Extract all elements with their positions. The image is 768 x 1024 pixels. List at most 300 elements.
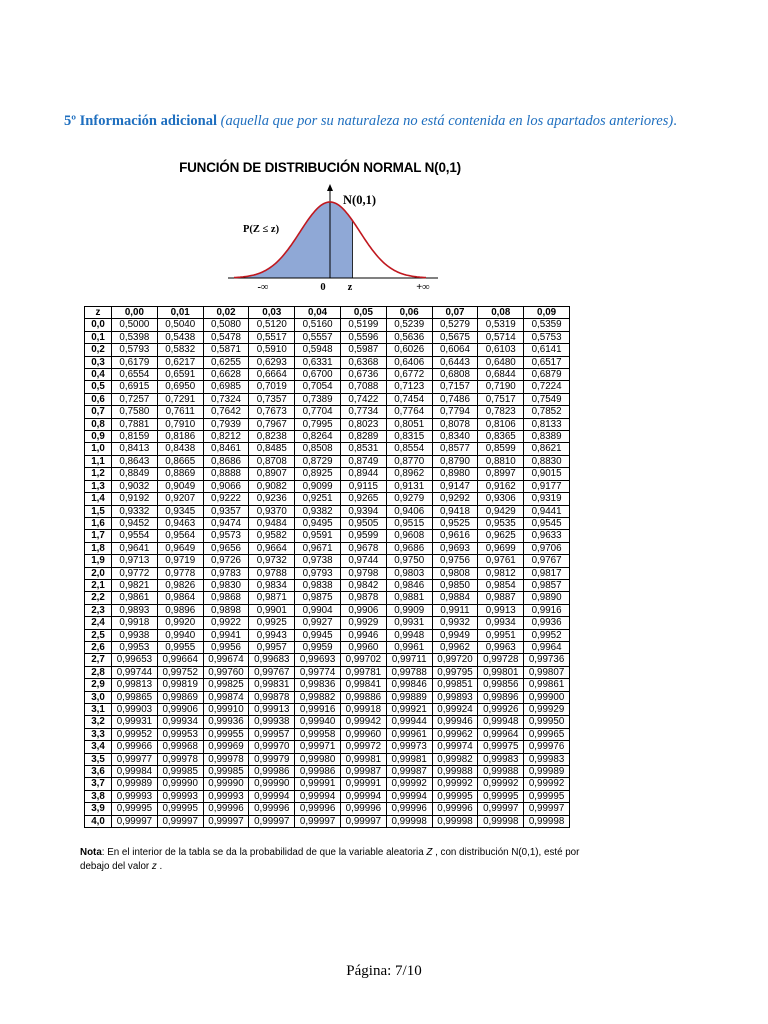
table-row <box>85 393 570 405</box>
probability-cell: 0,9292 <box>432 493 478 505</box>
probability-cell: 0,9901 <box>249 604 295 616</box>
probability-cell: 0,99893 <box>432 691 478 703</box>
probability-cell: 0,99995 <box>524 790 570 802</box>
probability-cell: 0,9192 <box>112 493 158 505</box>
table-row <box>85 803 570 815</box>
probability-cell: 0,9868 <box>203 592 249 604</box>
page-footer: Página: 7/10 <box>346 963 422 979</box>
probability-cell: 0,8133 <box>524 418 570 430</box>
table-row <box>85 406 570 418</box>
table-row <box>85 542 570 554</box>
probability-cell: 0,9656 <box>203 542 249 554</box>
probability-cell: 0,99964 <box>478 728 524 740</box>
probability-cell: 0,9846 <box>386 579 432 591</box>
probability-cell: 0,8413 <box>112 443 158 455</box>
probability-cell: 0,9495 <box>295 517 341 529</box>
probability-cell: 0,99976 <box>524 741 570 753</box>
probability-cell: 0,99900 <box>524 691 570 703</box>
probability-cell: 0,99929 <box>524 704 570 716</box>
probability-cell: 0,9726 <box>203 555 249 567</box>
probability-cell: 0,9940 <box>157 629 203 641</box>
probability-cell: 0,99983 <box>478 753 524 765</box>
probability-cell: 0,99995 <box>432 790 478 802</box>
row-z-value: 1,7 <box>85 530 112 542</box>
probability-cell: 0,9938 <box>112 629 158 641</box>
probability-cell: 0,99936 <box>203 716 249 728</box>
probability-cell: 0,9959 <box>295 641 341 653</box>
probability-cell: 0,9842 <box>340 579 386 591</box>
probability-cell: 0,9608 <box>386 530 432 542</box>
probability-cell: 0,99997 <box>157 815 203 827</box>
probability-cell: 0,9699 <box>478 542 524 554</box>
probability-cell: 0,9545 <box>524 517 570 529</box>
probability-cell: 0,6064 <box>432 344 478 356</box>
probability-cell: 0,9564 <box>157 530 203 542</box>
probability-cell: 0,6103 <box>478 344 524 356</box>
probability-cell: 0,9474 <box>203 517 249 529</box>
table-row <box>85 319 570 331</box>
probability-cell: 0,99913 <box>249 704 295 716</box>
probability-cell: 0,99997 <box>112 815 158 827</box>
probability-cell: 0,99998 <box>386 815 432 827</box>
probability-cell: 0,99996 <box>340 803 386 815</box>
probability-cell: 0,99807 <box>524 666 570 678</box>
probability-cell: 0,99774 <box>295 666 341 678</box>
header-col: 0,06 <box>386 307 432 319</box>
probability-cell: 0,99987 <box>340 766 386 778</box>
probability-cell: 0,9525 <box>432 517 478 529</box>
probability-cell: 0,9904 <box>295 604 341 616</box>
probability-cell: 0,99948 <box>478 716 524 728</box>
probability-cell: 0,7486 <box>432 393 478 405</box>
probability-cell: 0,5753 <box>524 331 570 343</box>
probability-cell: 0,5160 <box>295 319 341 331</box>
row-z-value: 2,5 <box>85 629 112 641</box>
probability-cell: 0,6026 <box>386 344 432 356</box>
probability-cell: 0,9911 <box>432 604 478 616</box>
row-z-value: 3,0 <box>85 691 112 703</box>
probability-cell: 0,9893 <box>112 604 158 616</box>
probability-cell: 0,5793 <box>112 344 158 356</box>
probability-cell: 0,9918 <box>112 617 158 629</box>
table-row <box>85 468 570 480</box>
probability-cell: 0,9649 <box>157 542 203 554</box>
probability-cell: 0,99995 <box>478 790 524 802</box>
row-z-value: 3,2 <box>85 716 112 728</box>
probability-cell: 0,9798 <box>340 567 386 579</box>
probability-cell: 0,9664 <box>249 542 295 554</box>
probability-cell: 0,5279 <box>432 319 478 331</box>
probability-cell: 0,6772 <box>386 369 432 381</box>
probability-cell: 0,99906 <box>157 704 203 716</box>
probability-cell: 0,9878 <box>340 592 386 604</box>
table-row <box>85 356 570 368</box>
probability-cell: 0,99946 <box>432 716 478 728</box>
row-z-value: 1,9 <box>85 555 112 567</box>
probability-cell: 0,8106 <box>478 418 524 430</box>
note-variable-Z: Z <box>426 847 433 858</box>
table-row <box>85 704 570 716</box>
table-row <box>85 331 570 343</box>
probability-cell: 0,9896 <box>157 604 203 616</box>
probability-cell: 0,9641 <box>112 542 158 554</box>
probability-cell: 0,7734 <box>340 406 386 418</box>
probability-cell: 0,9772 <box>112 567 158 579</box>
probability-cell: 0,9429 <box>478 505 524 517</box>
table-row <box>85 617 570 629</box>
table-row <box>85 778 570 790</box>
probability-cell: 0,9452 <box>112 517 158 529</box>
probability-cell: 0,99990 <box>157 778 203 790</box>
probability-cell: 0,9817 <box>524 567 570 579</box>
probability-cell: 0,9719 <box>157 555 203 567</box>
probability-cell: 0,5910 <box>249 344 295 356</box>
probability-cell: 0,7389 <box>295 393 341 405</box>
probability-cell: 0,5596 <box>340 331 386 343</box>
probability-cell: 0,9838 <box>295 579 341 591</box>
row-z-value: 4,0 <box>85 815 112 827</box>
probability-cell: 0,99674 <box>203 654 249 666</box>
row-z-value: 1,0 <box>85 443 112 455</box>
header-col: 0,08 <box>478 307 524 319</box>
probability-cell: 0,99813 <box>112 679 158 691</box>
probability-cell: 0,9222 <box>203 493 249 505</box>
probability-cell: 0,99795 <box>432 666 478 678</box>
row-z-value: 0,9 <box>85 431 112 443</box>
probability-cell: 0,9953 <box>112 641 158 653</box>
probability-cell: 0,9744 <box>340 555 386 567</box>
probability-cell: 0,9484 <box>249 517 295 529</box>
probability-cell: 0,5199 <box>340 319 386 331</box>
table-row <box>85 455 570 467</box>
probability-cell: 0,99998 <box>478 815 524 827</box>
probability-cell: 0,7257 <box>112 393 158 405</box>
probability-cell: 0,9671 <box>295 542 341 554</box>
row-z-value: 3,6 <box>85 766 112 778</box>
probability-cell: 0,8485 <box>249 443 295 455</box>
normal-distribution-figure <box>0 0 768 300</box>
probability-cell: 0,9922 <box>203 617 249 629</box>
row-z-value: 3,8 <box>85 790 112 802</box>
probability-cell: 0,6844 <box>478 369 524 381</box>
probability-cell: 0,8461 <box>203 443 249 455</box>
probability-cell: 0,99926 <box>478 704 524 716</box>
probability-cell: 0,99938 <box>249 716 295 728</box>
probability-cell: 0,5517 <box>249 331 295 343</box>
probability-cell: 0,9830 <box>203 579 249 591</box>
probability-cell: 0,9898 <box>203 604 249 616</box>
probability-cell: 0,99996 <box>295 803 341 815</box>
probability-cell: 0,7764 <box>386 406 432 418</box>
probability-cell: 0,99975 <box>478 741 524 753</box>
probability-cell: 0,99977 <box>112 753 158 765</box>
probability-cell: 0,99711 <box>386 654 432 666</box>
probability-cell: 0,8944 <box>340 468 386 480</box>
probability-cell: 0,7157 <box>432 381 478 393</box>
probability-cell: 0,8849 <box>112 468 158 480</box>
row-z-value: 1,5 <box>85 505 112 517</box>
section-subtitle: (aquella que por su naturaleza no está contenida en los apartados anteriores) <box>220 113 674 129</box>
probability-cell: 0,5675 <box>432 331 478 343</box>
probability-cell: 0,8686 <box>203 455 249 467</box>
probability-cell: 0,9738 <box>295 555 341 567</box>
row-z-value: 3,3 <box>85 728 112 740</box>
row-z-value: 0,7 <box>85 406 112 418</box>
probability-cell: 0,5832 <box>157 344 203 356</box>
table-row <box>85 431 570 443</box>
probability-cell: 0,8238 <box>249 431 295 443</box>
probability-cell: 0,99931 <box>112 716 158 728</box>
note-text-3: . <box>156 860 163 872</box>
probability-cell: 0,9099 <box>295 480 341 492</box>
probability-cell: 0,9693 <box>432 542 478 554</box>
probability-cell: 0,99916 <box>295 704 341 716</box>
probability-cell: 0,9306 <box>478 493 524 505</box>
probability-cell: 0,99910 <box>203 704 249 716</box>
probability-cell: 0,9948 <box>386 629 432 641</box>
probability-cell: 0,6664 <box>249 369 295 381</box>
probability-cell: 0,9909 <box>386 604 432 616</box>
probability-cell: 0,99972 <box>340 741 386 753</box>
probability-cell: 0,8790 <box>432 455 478 467</box>
probability-cell: 0,8531 <box>340 443 386 455</box>
probability-cell: 0,8888 <box>203 468 249 480</box>
table-row <box>85 592 570 604</box>
row-z-value: 1,2 <box>85 468 112 480</box>
table-row <box>85 418 570 430</box>
probability-cell: 0,8577 <box>432 443 478 455</box>
probability-cell: 0,99992 <box>432 778 478 790</box>
note-text-2: , con distribución N(0,1), esté por debajo del valor <box>80 847 580 872</box>
probability-cell: 0,8212 <box>203 431 249 443</box>
probability-cell: 0,9332 <box>112 505 158 517</box>
probability-cell: 0,99995 <box>157 803 203 815</box>
probability-cell: 0,99957 <box>249 728 295 740</box>
probability-cell: 0,9625 <box>478 530 524 542</box>
probability-cell: 0,6517 <box>524 356 570 368</box>
probability-cell: 0,99958 <box>295 728 341 740</box>
probability-cell: 0,99980 <box>295 753 341 765</box>
probability-cell: 0,5040 <box>157 319 203 331</box>
probability-cell: 0,9177 <box>524 480 570 492</box>
probability-cell: 0,8907 <box>249 468 295 480</box>
probability-cell: 0,9236 <box>249 493 295 505</box>
probability-cell: 0,8749 <box>340 455 386 467</box>
probability-cell: 0,7939 <box>203 418 249 430</box>
probability-cell: 0,9951 <box>478 629 524 641</box>
probability-cell: 0,99653 <box>112 654 158 666</box>
probability-cell: 0,9406 <box>386 505 432 517</box>
table-row <box>85 691 570 703</box>
probability-cell: 0,99882 <box>295 691 341 703</box>
probability-cell: 0,7054 <box>295 381 341 393</box>
table-row <box>85 493 570 505</box>
probability-cell: 0,7673 <box>249 406 295 418</box>
probability-cell: 0,99869 <box>157 691 203 703</box>
probability-cell: 0,8023 <box>340 418 386 430</box>
probability-cell: 0,9761 <box>478 555 524 567</box>
probability-cell: 0,8438 <box>157 443 203 455</box>
note-label: Nota <box>80 847 102 858</box>
probability-cell: 0,9913 <box>478 604 524 616</box>
probability-cell: 0,8315 <box>386 431 432 443</box>
probability-cell: 0,9441 <box>524 505 570 517</box>
probability-cell: 0,99986 <box>249 766 295 778</box>
row-z-value: 2,1 <box>85 579 112 591</box>
probability-cell: 0,9808 <box>432 567 478 579</box>
probability-cell: 0,7910 <box>157 418 203 430</box>
x-label-neg-inf: -∞ <box>257 282 269 293</box>
probability-cell: 0,99896 <box>478 691 524 703</box>
probability-cell: 0,9826 <box>157 579 203 591</box>
probability-cell: 0,9066 <box>203 480 249 492</box>
probability-cell: 0,7611 <box>157 406 203 418</box>
probability-cell: 0,7291 <box>157 393 203 405</box>
probability-cell: 0,99981 <box>340 753 386 765</box>
probability-cell: 0,99981 <box>386 753 432 765</box>
probability-cell: 0,99878 <box>249 691 295 703</box>
table-row <box>85 654 570 666</box>
probability-cell: 0,9382 <box>295 505 341 517</box>
probability-cell: 0,99994 <box>249 790 295 802</box>
table-row <box>85 517 570 529</box>
probability-cell: 0,6217 <box>157 356 203 368</box>
probability-cell: 0,99836 <box>295 679 341 691</box>
probability-cell: 0,99846 <box>386 679 432 691</box>
probability-cell: 0,6293 <box>249 356 295 368</box>
table-row <box>85 753 570 765</box>
probability-cell: 0,7642 <box>203 406 249 418</box>
row-z-value: 2,8 <box>85 666 112 678</box>
table-row <box>85 567 570 579</box>
probability-cell: 0,99966 <box>112 741 158 753</box>
probability-cell: 0,7549 <box>524 393 570 405</box>
row-z-value: 1,4 <box>85 493 112 505</box>
probability-cell: 0,9788 <box>249 567 295 579</box>
probability-cell: 0,9927 <box>295 617 341 629</box>
probability-cell: 0,6879 <box>524 369 570 381</box>
probability-cell: 0,99996 <box>203 803 249 815</box>
probability-cell: 0,9535 <box>478 517 524 529</box>
probability-cell: 0,9963 <box>478 641 524 653</box>
probability-cell: 0,9871 <box>249 592 295 604</box>
probability-cell: 0,8830 <box>524 455 570 467</box>
row-z-value: 3,9 <box>85 803 112 815</box>
row-z-value: 2,6 <box>85 641 112 653</box>
probability-cell: 0,8078 <box>432 418 478 430</box>
probability-cell: 0,8770 <box>386 455 432 467</box>
probability-cell: 0,9554 <box>112 530 158 542</box>
table-row <box>85 815 570 827</box>
probability-cell: 0,99978 <box>203 753 249 765</box>
probability-cell: 0,8289 <box>340 431 386 443</box>
probability-cell: 0,5398 <box>112 331 158 343</box>
probability-cell: 0,9875 <box>295 592 341 604</box>
probability-cell: 0,5987 <box>340 344 386 356</box>
probability-cell: 0,5478 <box>203 331 249 343</box>
probability-cell: 0,99942 <box>340 716 386 728</box>
probability-cell: 0,99856 <box>478 679 524 691</box>
probability-cell: 0,6985 <box>203 381 249 393</box>
probability-cell: 0,99841 <box>340 679 386 691</box>
probability-cell: 0,99728 <box>478 654 524 666</box>
probability-cell: 0,6331 <box>295 356 341 368</box>
probability-cell: 0,6915 <box>112 381 158 393</box>
probability-cell: 0,8599 <box>478 443 524 455</box>
header-col: 0,04 <box>295 307 341 319</box>
probability-cell: 0,99934 <box>157 716 203 728</box>
table-row <box>85 604 570 616</box>
probability-cell: 0,6368 <box>340 356 386 368</box>
probability-cell: 0,5438 <box>157 331 203 343</box>
probability-cell: 0,9515 <box>386 517 432 529</box>
probability-cell: 0,99973 <box>386 741 432 753</box>
probability-cell: 0,99991 <box>295 778 341 790</box>
probability-cell: 0,5714 <box>478 331 524 343</box>
chart-title: FUNCIÓN DE DISTRIBUCIÓN NORMAL N(0,1) <box>179 160 461 175</box>
header-z: z <box>85 307 112 319</box>
probability-cell: 0,9582 <box>249 530 295 542</box>
probability-cell: 0,99992 <box>478 778 524 790</box>
probability-cell: 0,9463 <box>157 517 203 529</box>
probability-cell: 0,99851 <box>432 679 478 691</box>
probability-cell: 0,9834 <box>249 579 295 591</box>
x-label-pos-inf: +∞ <box>416 282 430 293</box>
probability-cell: 0,99997 <box>524 803 570 815</box>
probability-cell: 0,99985 <box>203 766 249 778</box>
probability-cell: 0,9147 <box>432 480 478 492</box>
curve-label: N(0,1) <box>343 193 376 207</box>
probability-cell: 0,99992 <box>524 778 570 790</box>
probability-cell: 0,9678 <box>340 542 386 554</box>
probability-cell: 0,99979 <box>249 753 295 765</box>
probability-cell: 0,9616 <box>432 530 478 542</box>
probability-cell: 0,99886 <box>340 691 386 703</box>
probability-cell: 0,8508 <box>295 443 341 455</box>
probability-cell: 0,7794 <box>432 406 478 418</box>
probability-cell: 0,9861 <box>112 592 158 604</box>
probability-cell: 0,7019 <box>249 381 295 393</box>
probability-cell: 0,8729 <box>295 455 341 467</box>
probability-cell: 0,99861 <box>524 679 570 691</box>
note-variable-z: z <box>151 860 157 872</box>
probability-cell: 0,6443 <box>432 356 478 368</box>
heading-end: . <box>673 113 677 129</box>
x-label-zero: 0 <box>320 282 326 293</box>
table-row <box>85 679 570 691</box>
probability-cell: 0,9345 <box>157 505 203 517</box>
probability-cell: 0,9778 <box>157 567 203 579</box>
probability-cell: 0,99819 <box>157 679 203 691</box>
probability-cell: 0,99924 <box>432 704 478 716</box>
probability-cell: 0,7422 <box>340 393 386 405</box>
probability-cell: 0,99996 <box>249 803 295 815</box>
probability-cell: 0,9946 <box>340 629 386 641</box>
probability-cell: 0,99996 <box>432 803 478 815</box>
probability-cell: 0,6950 <box>157 381 203 393</box>
probability-cell: 0,7224 <box>524 381 570 393</box>
probability-cell: 0,99969 <box>203 741 249 753</box>
probability-cell: 0,9854 <box>478 579 524 591</box>
table-row <box>85 790 570 802</box>
probability-cell: 0,9964 <box>524 641 570 653</box>
probability-cell: 0,99781 <box>340 666 386 678</box>
probability-cell: 0,9279 <box>386 493 432 505</box>
probability-cell: 0,8051 <box>386 418 432 430</box>
probability-cell: 0,9162 <box>478 480 524 492</box>
probability-cell: 0,5359 <box>524 319 570 331</box>
probability-cell: 0,99744 <box>112 666 158 678</box>
